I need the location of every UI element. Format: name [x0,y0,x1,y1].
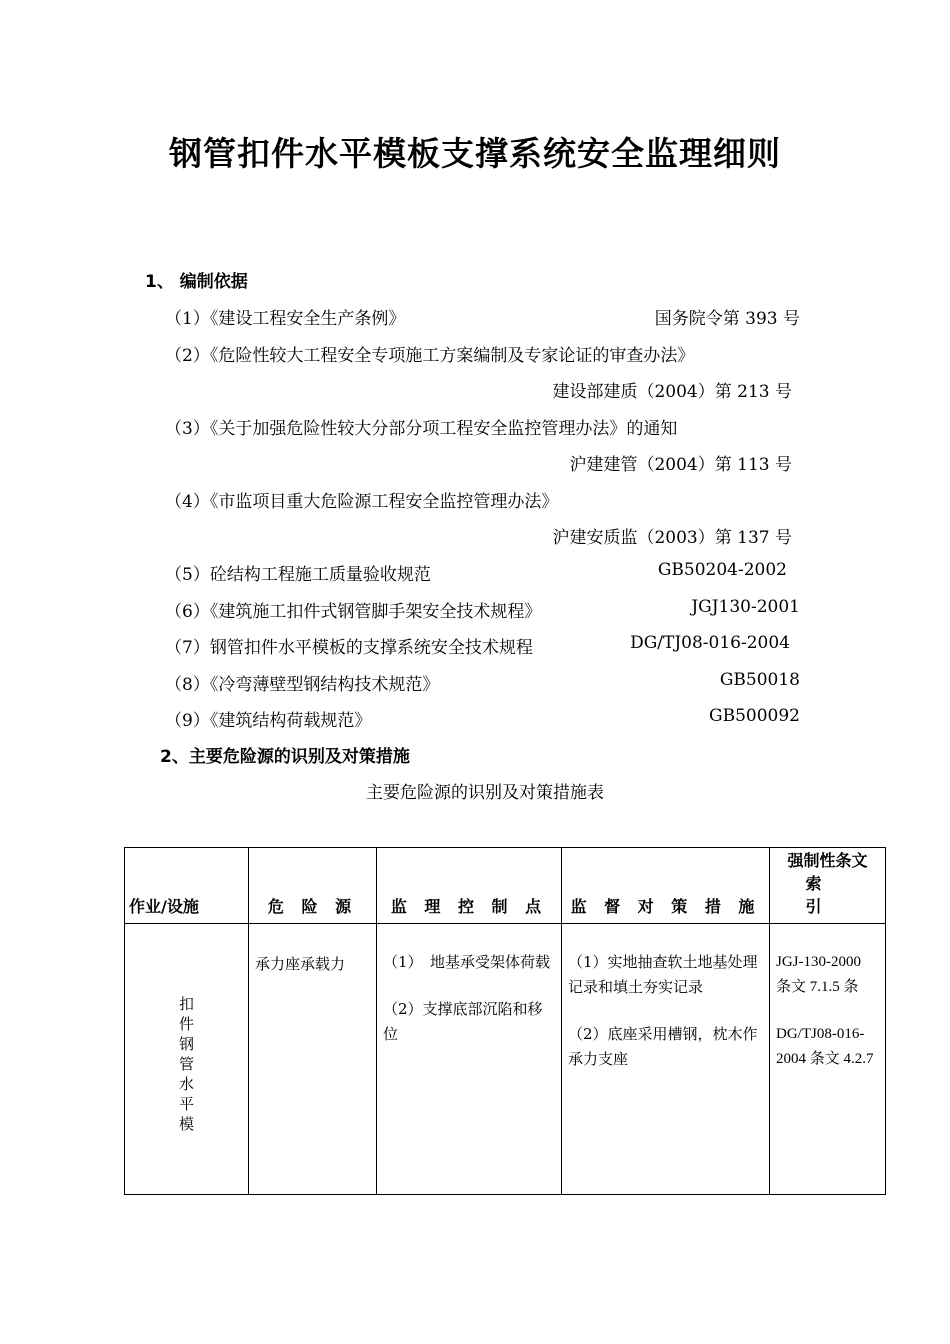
header-index-line-1: 强制性条文 [787,851,868,870]
header-measures: 监 督 对 策 措 施 [562,848,770,924]
hazard-table [124,847,886,1195]
document-title: 钢管扣件水平模板支撑系统安全监理细则 [169,134,781,173]
table-header-row [125,848,886,924]
header-hazard: 危 险 源 [249,848,377,924]
facility-char: 钢 [178,1035,194,1053]
basis-item-6: （6）《建筑施工扣件式钢管脚手架安全技术规程》 [165,602,542,622]
facility-char: 扣 [178,995,194,1013]
facility-char: 平 [178,1095,194,1113]
measure-2: （2）底座采用槽钢，枕木作承力支座 [568,1025,758,1068]
basis-item-8: （8）《冷弯薄壁型钢结构技术规范》 [165,675,440,695]
basis-item-4: （4）《市监项目重大危险源工程安全监控管理办法》 [165,492,559,512]
section-2-heading: 2、主要危险源的识别及对策措施 [160,747,410,767]
basis-ref-8: GB50018 [719,670,800,690]
index-ref-2: DG/TJ08-016-2004 条文 4.2.7 [776,1026,874,1067]
basis-item-5: （5）砼结构工程施工质量验收规范 [165,565,431,585]
cell-control-point [377,924,562,1195]
facility-char: 水 [178,1075,194,1093]
basis-ref-5: GB50204-2002 [657,560,787,580]
cell-facility [125,924,249,1195]
control-point-2: （2）支撑底部沉陷和移位 [383,1000,543,1043]
table-row [125,924,886,1195]
measure-1: （1）实地抽查软土地基处理记录和填土夯实记录 [568,953,758,996]
header-facility: 作业/设施 [125,848,249,924]
basis-ref-3: 沪建建管（2004）第 113 号 [569,455,792,475]
basis-item-7: （7）钢管扣件水平模板的支撑系统安全技术规程 [165,638,533,658]
cell-measures [562,924,770,1195]
facility-char: 件 [178,1015,194,1033]
section-1-heading: 1、 编制依据 [145,272,248,292]
cell-index [770,924,886,1195]
header-index [770,848,886,924]
basis-ref-1: 国务院令第 393 号 [654,309,800,329]
header-index-line-2: 索 引 [805,874,850,916]
basis-ref-2: 建设部建质（2004）第 213 号 [552,382,792,402]
basis-ref-4: 沪建安质监（2003）第 137 号 [552,528,792,548]
header-control-point: 监 理 控 制 点 [377,848,562,924]
facility-char: 管 [178,1055,194,1073]
basis-item-1: （1）《建设工程安全生产条例》 [165,309,406,329]
basis-ref-7: DG/TJ08-016-2004 [630,633,790,653]
basis-item-2: （2）《危险性较大工程安全专项施工方案编制及专家论证的审查办法》 [165,346,695,366]
cell-hazard: 承力座承载力 [249,924,377,1195]
index-ref-1: JGJ-130-2000 条文 7.1.5 条 [776,954,861,995]
basis-ref-9: GB500092 [709,706,800,726]
control-point-1: （1） 地基承受架体荷载 [383,953,551,971]
table-caption: 主要危险源的识别及对策措施表 [366,783,604,803]
facility-char: 模 [178,1115,194,1133]
basis-ref-6: JGJ130-2001 [691,597,800,617]
basis-item-3: （3）《关于加强危险性较大分部分项工程安全监控管理办法》的通知 [165,419,678,439]
basis-item-9: （9）《建筑结构荷载规范》 [165,711,372,731]
